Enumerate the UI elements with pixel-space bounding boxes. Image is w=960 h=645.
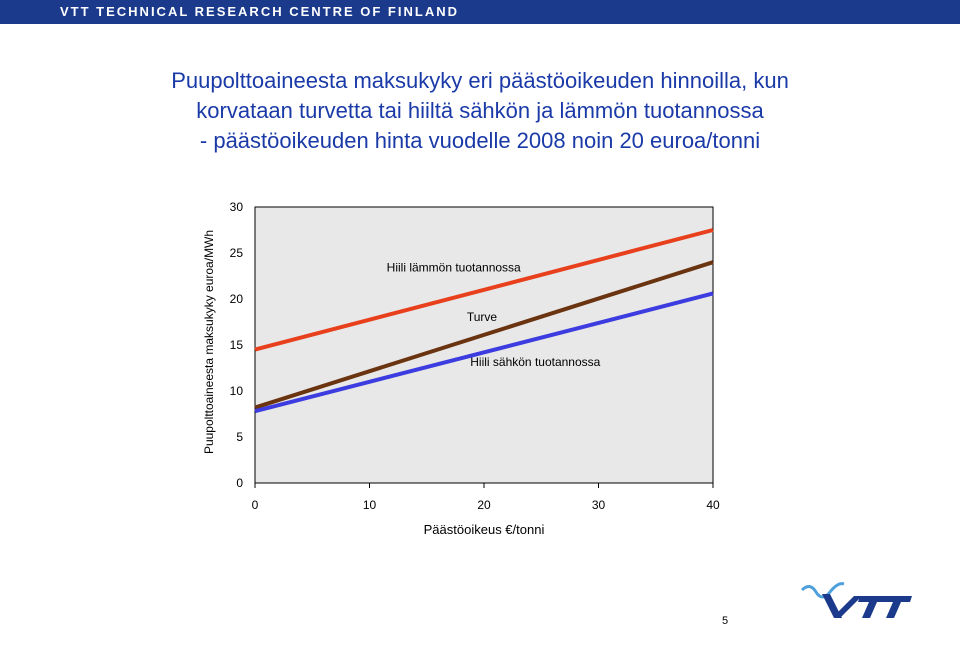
banner-text: VTT TECHNICAL RESEARCH CENTRE OF FINLAND: [60, 4, 459, 19]
y-tick-label: 25: [229, 246, 243, 260]
x-tick-label: 10: [362, 498, 377, 512]
y-tick-label: 30: [229, 200, 243, 214]
series-label: Hiili lämmön tuotannossa: [386, 260, 521, 275]
x-tick-label: 40: [706, 498, 720, 512]
title-line-2: korvataan turvetta tai hiiltä sähkön ja lämmön tuotannossa: [196, 98, 764, 123]
y-tick-label: 5: [236, 430, 243, 444]
y-tick-label: 10: [229, 384, 243, 398]
y-tick-label: 15: [229, 338, 243, 352]
title-line-1: Puupolttoaineesta maksukyky eri päästöoikeuden hinnoilla, kun: [171, 68, 789, 93]
y-tick-label: 0: [236, 476, 243, 490]
series-label: Hiili sähkön tuotannossa: [470, 355, 601, 370]
x-axis-label: Päästöoikeus €/tonni: [423, 522, 545, 537]
x-tick-label: 0: [251, 498, 259, 512]
logo-t2: [882, 596, 912, 618]
x-tick-label: 20: [477, 498, 491, 512]
y-axis-label: Puupolttoaineesta maksukyky euroa/MWh: [202, 229, 216, 455]
series-label: Turve: [466, 310, 498, 325]
title-line-3: - päästöoikeuden hinta vuodelle 2008 noin 20 euroa/tonni: [199, 128, 761, 153]
vtt-logo: [800, 574, 915, 622]
x-tick-label: 30: [591, 498, 606, 512]
page-number: 5: [722, 615, 729, 627]
logo-v-right: [836, 596, 862, 618]
y-tick-label: 20: [229, 292, 243, 306]
